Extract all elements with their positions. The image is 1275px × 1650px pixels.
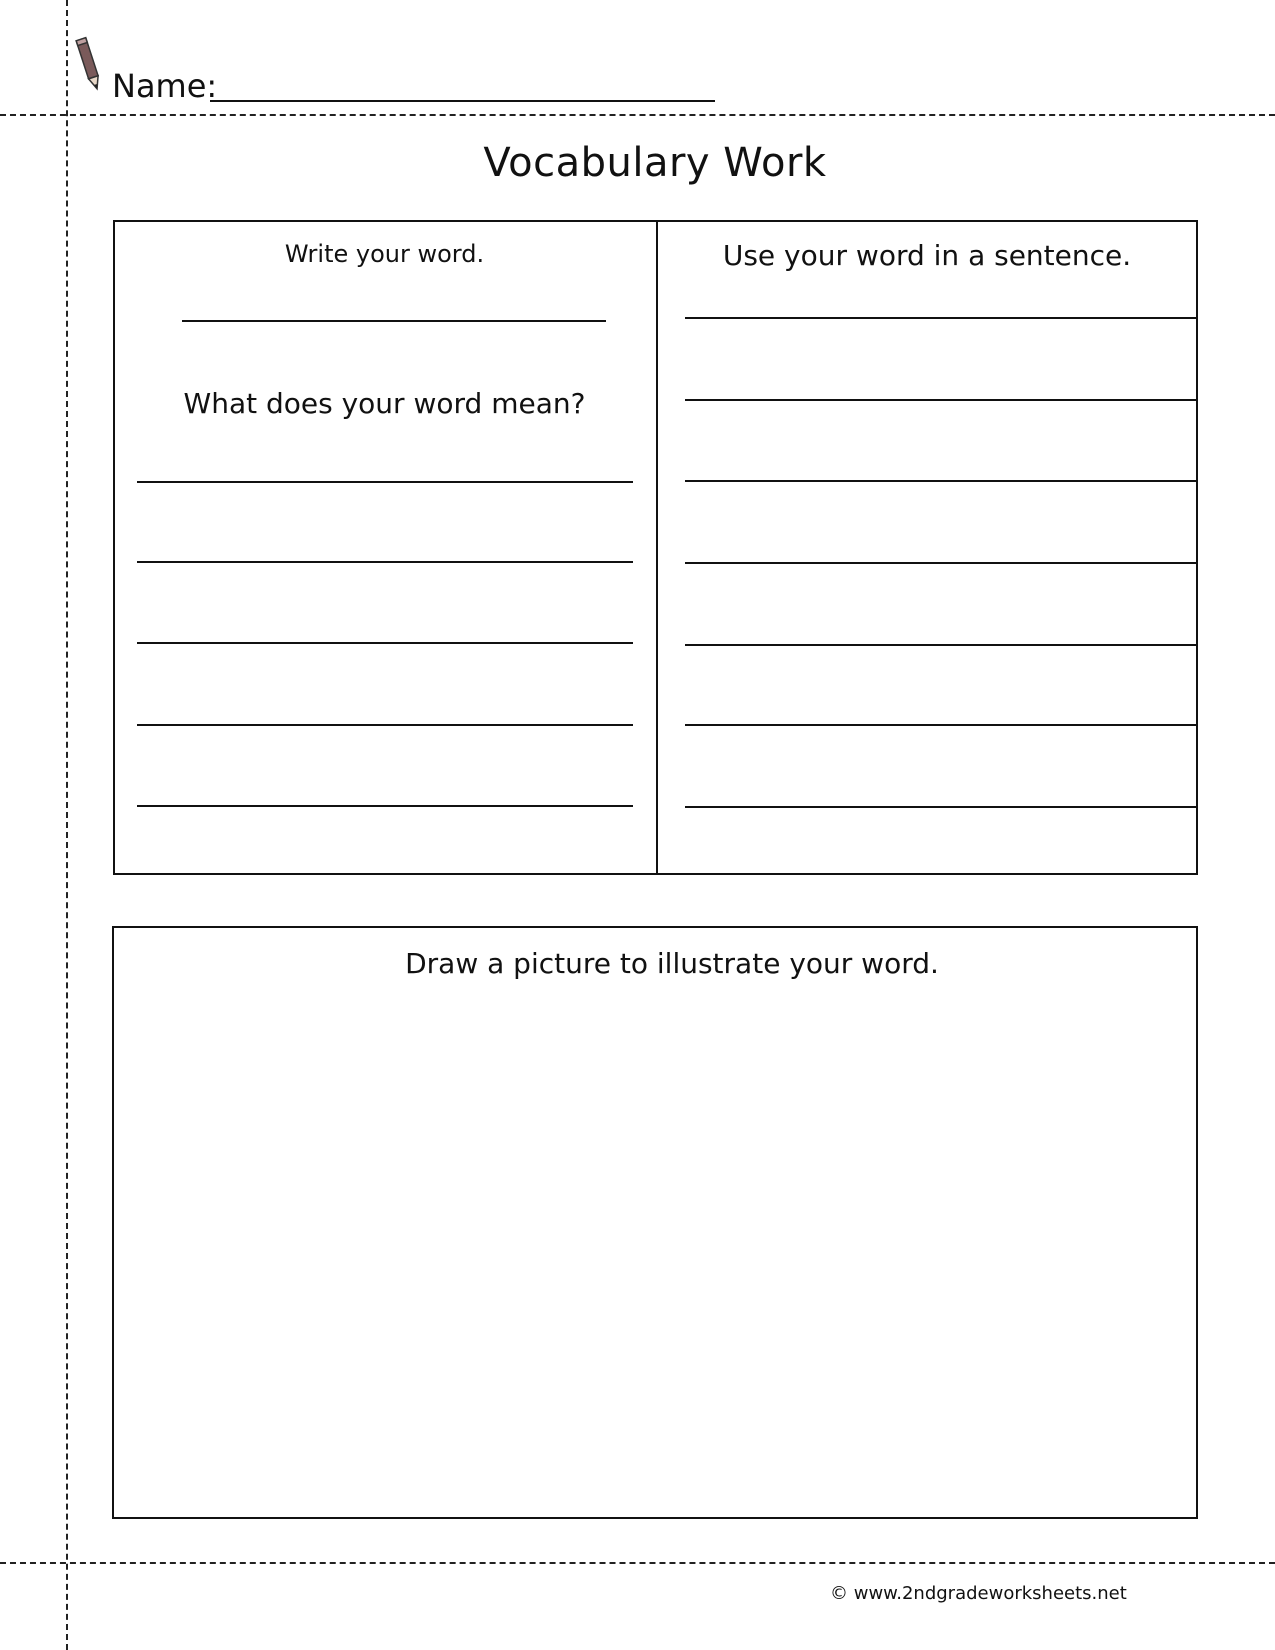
word-write-line[interactable] [182, 320, 606, 322]
sentence-line-4[interactable] [685, 562, 1198, 564]
sentence-line-2[interactable] [685, 399, 1198, 401]
illustration-box[interactable] [112, 926, 1198, 1519]
bottom-dashed-guide [0, 1562, 1275, 1564]
meaning-line-1[interactable] [137, 481, 633, 483]
sentence-line-7[interactable] [685, 806, 1198, 808]
draw-prompt: Draw a picture to illustrate your word. [405, 947, 939, 980]
left-dashed-margin [66, 0, 68, 1650]
sentence-line-5[interactable] [685, 644, 1198, 646]
page-title: Vocabulary Work [483, 140, 827, 186]
sentence-line-3[interactable] [685, 480, 1198, 482]
copyright-footer: © www.2ndgradeworksheets.net [830, 1583, 1127, 1604]
meaning-line-3[interactable] [137, 642, 633, 644]
meaning-line-2[interactable] [137, 561, 633, 563]
top-dashed-guide [0, 114, 1275, 116]
meaning-prompt: What does your word mean? [183, 387, 586, 420]
meaning-line-5[interactable] [137, 805, 633, 807]
write-word-prompt: Write your word. [284, 240, 485, 268]
name-write-line[interactable] [210, 100, 715, 102]
meaning-line-4[interactable] [137, 724, 633, 726]
column-divider [656, 220, 658, 875]
sentence-line-1[interactable] [685, 317, 1198, 319]
sentence-line-6[interactable] [685, 724, 1198, 726]
sentence-prompt: Use your word in a sentence. [722, 239, 1132, 272]
pencil-icon [74, 34, 104, 94]
name-label: Name: [112, 67, 218, 105]
